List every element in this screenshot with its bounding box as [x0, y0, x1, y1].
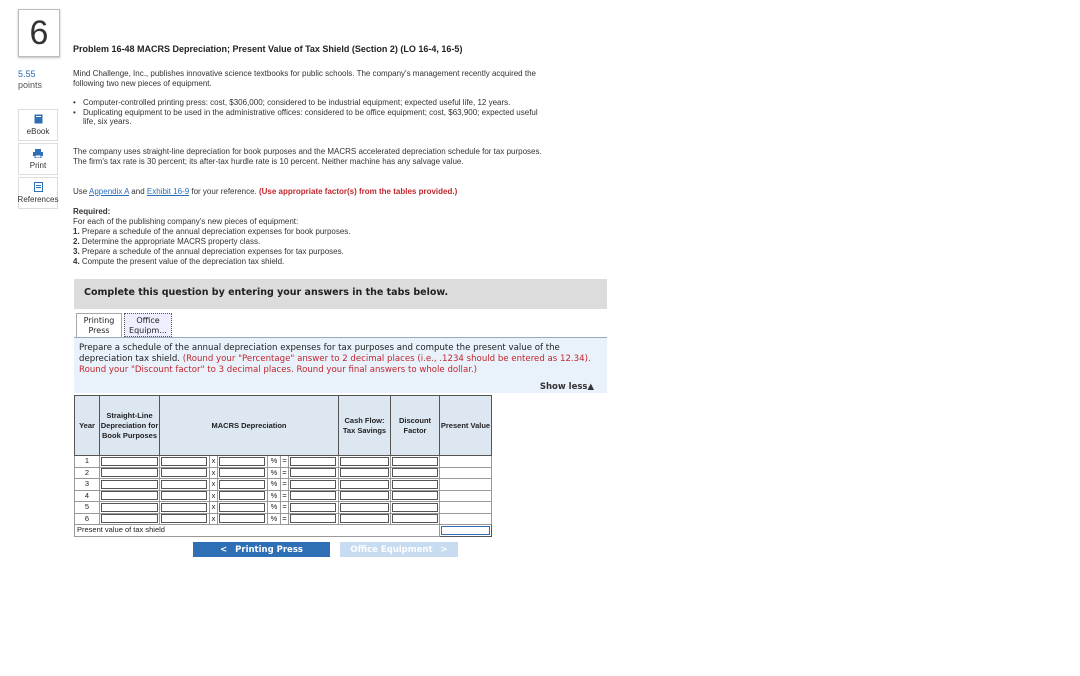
macrs-result-input[interactable] — [290, 491, 336, 500]
macrs-rate-input[interactable] — [219, 514, 265, 523]
use-suffix: for your reference. — [191, 187, 257, 196]
references-button[interactable] — [18, 177, 58, 209]
table-row — [75, 490, 492, 502]
macrs-rate-input[interactable] — [219, 503, 265, 512]
macrs-result-input[interactable] — [290, 514, 336, 523]
points-value: 5.55 — [18, 69, 36, 79]
header-present-value: Present Value — [440, 396, 492, 456]
percent-sign: % — [268, 456, 281, 468]
macrs-base-input[interactable] — [161, 457, 207, 466]
macrs-rate-input[interactable] — [219, 468, 265, 477]
question-number: 6 — [18, 9, 60, 57]
rounding-note: (Round your "Percentage" answer to 2 decimal places (i.e., .1234 should be entered as 12.34). Round your "Discount factor" to 3 decimal places. Round your final answers to whole dollar.) — [79, 354, 591, 375]
straight-line-input[interactable] — [101, 468, 158, 477]
cash-flow-input[interactable] — [340, 491, 389, 500]
present-value-cell — [440, 502, 492, 514]
discount-factor-input[interactable] — [392, 491, 438, 500]
points-label: points — [18, 80, 43, 90]
discount-factor-input[interactable] — [392, 514, 438, 523]
required-text: Determine the appropriate MACRS property class. — [81, 237, 261, 246]
table-row — [75, 513, 492, 525]
header-year: Year — [75, 396, 100, 456]
times-sign: x — [210, 490, 218, 502]
required-item — [73, 227, 351, 237]
percent-sign: % — [268, 502, 281, 514]
prev-tab-button[interactable] — [193, 542, 330, 557]
macrs-base-input[interactable] — [161, 503, 207, 512]
table-row — [75, 479, 492, 491]
tab-office-equipment[interactable] — [124, 313, 172, 337]
year-cell: 2 — [75, 467, 100, 479]
header-macrs: MACRS Depreciation — [160, 396, 339, 456]
required-text: Compute the present value of the depreciation tax shield. — [81, 257, 285, 266]
prev-label: Printing Press — [235, 544, 303, 555]
straight-line-input[interactable] — [101, 514, 158, 523]
present-value-cell — [440, 490, 492, 502]
equals-sign: = — [282, 456, 287, 466]
list-item: • Duplicating equipment to be used in the administrative offices: considered to be office equipment; cost, $63,900; expected useful life, six years. — [73, 108, 543, 127]
header-discount: Discount Factor — [391, 396, 440, 456]
tab-printing-press[interactable] — [76, 313, 122, 337]
next-label: Office Equipment — [350, 544, 433, 555]
table-row — [75, 456, 492, 468]
required-num: 2. — [73, 237, 80, 246]
book-icon — [34, 114, 43, 124]
straight-line-input[interactable] — [101, 457, 158, 466]
times-sign: x — [210, 502, 218, 514]
present-value-cell — [440, 513, 492, 525]
problem-title: Problem 16-48 MACRS Depreciation; Present Value of Tax Shield (Section 2) (LO 16-4, 16-5) — [73, 44, 463, 54]
use-prefix: Use — [73, 187, 88, 196]
equipment-list — [73, 98, 543, 127]
cash-flow-input[interactable] — [340, 514, 389, 523]
percent-sign: % — [268, 513, 281, 525]
answer-tabs — [76, 313, 172, 337]
required-lead: For each of the publishing company's new pieces of equipment: — [73, 217, 299, 226]
footer-label: Present value of tax shield — [75, 525, 440, 537]
complete-banner — [74, 279, 607, 309]
macrs-result-input[interactable] — [290, 457, 336, 466]
macrs-rate-input[interactable] — [219, 491, 265, 500]
equals-sign: = — [282, 467, 287, 477]
document-icon — [34, 182, 43, 192]
appendix-link[interactable]: Appendix A — [89, 187, 130, 196]
times-sign: x — [210, 513, 218, 525]
ebook-button[interactable] — [18, 109, 58, 141]
header-straight-line: Straight-Line Depreciation for Book Purposes — [100, 396, 160, 456]
table-row — [75, 467, 492, 479]
print-button[interactable] — [18, 143, 58, 175]
macrs-result-input[interactable] — [290, 480, 336, 489]
year-cell: 5 — [75, 502, 100, 514]
required-num: 4. — [73, 257, 80, 266]
straight-line-input[interactable] — [101, 503, 158, 512]
tab-label: Printing — [83, 316, 115, 325]
cash-flow-input[interactable] — [340, 503, 389, 512]
discount-factor-input[interactable] — [392, 480, 438, 489]
straight-line-input[interactable] — [101, 491, 158, 500]
macrs-result-input[interactable] — [290, 503, 336, 512]
required-num: 1. — [73, 227, 80, 236]
instructions-panel — [74, 337, 607, 393]
tab-label: Office — [136, 316, 160, 325]
discount-factor-input[interactable] — [392, 457, 438, 466]
policy-paragraph: The company uses straight-line depreciation for book purposes and the MACRS accelerated depreciation schedule for tax purposes. The firm's tax rate is 30 percent; its after-tax hurdle rate is 10 percent. Neither machine has any salvage value. — [73, 147, 542, 166]
equals-sign: = — [282, 513, 287, 523]
required-item — [73, 257, 351, 267]
required-num: 3. — [73, 247, 80, 256]
next-tab-button[interactable] — [340, 542, 458, 557]
times-sign: x — [210, 479, 218, 491]
discount-factor-input[interactable] — [392, 503, 438, 512]
tab-label: Equipm... — [129, 326, 167, 335]
required-item — [73, 247, 351, 257]
straight-line-input[interactable] — [101, 480, 158, 489]
printer-icon — [33, 149, 43, 158]
list-item: • Computer-controlled printing press: cost, $306,000; considered to be industrial equipment; expected useful life, 12 years. — [73, 98, 543, 108]
reference-line — [73, 187, 543, 197]
present-value-cell — [440, 479, 492, 491]
banner-text: Complete this question by entering your answers in the tabs below. — [84, 287, 449, 298]
year-cell: 4 — [75, 490, 100, 502]
required-section — [73, 207, 351, 267]
instructions-text: Prepare a schedule of the annual depreciation expenses for tax purposes and compute the present value of the depreciation tax shield. — [79, 343, 560, 364]
print-label: Print — [29, 160, 47, 170]
times-sign: x — [210, 467, 218, 479]
intro-paragraph: Mind Challenge, Inc., publishes innovative science textbooks for public schools. The company's management recently acquired the following two new pieces of equipment. — [73, 69, 536, 88]
macrs-base-input[interactable] — [161, 491, 207, 500]
equals-sign: = — [282, 502, 287, 512]
exhibit-link[interactable]: Exhibit 16-9 — [146, 187, 190, 196]
points-block — [18, 69, 42, 91]
macrs-base-input[interactable] — [161, 514, 207, 523]
chevron-right-icon: > — [440, 544, 448, 555]
macrs-result-input[interactable] — [290, 468, 336, 477]
present-value-cell — [440, 467, 492, 479]
depreciation-table — [74, 395, 492, 537]
year-cell: 1 — [75, 456, 100, 468]
macrs-rate-input[interactable] — [219, 457, 265, 466]
header-cash-flow: Cash Flow: Tax Savings — [339, 396, 391, 456]
year-cell: 3 — [75, 479, 100, 491]
cash-flow-input[interactable] — [340, 480, 389, 489]
macrs-base-input[interactable] — [161, 468, 207, 477]
macrs-rate-input[interactable] — [219, 480, 265, 489]
times-sign: x — [210, 456, 218, 468]
chevron-left-icon: < — [220, 544, 228, 555]
ebook-label: eBook — [26, 127, 50, 136]
equals-sign: = — [282, 479, 287, 489]
required-text: Prepare a schedule of the annual depreciation expenses for tax purposes. — [81, 247, 344, 256]
references-label: References — [17, 195, 59, 204]
show-less-toggle[interactable]: Show less▲ — [539, 382, 594, 392]
table-row — [75, 502, 492, 514]
present-value-cell — [440, 456, 492, 468]
required-item — [73, 237, 351, 247]
discount-factor-input[interactable] — [392, 468, 438, 477]
use-note: (Use appropriate factor(s) from the tables provided.) — [258, 187, 458, 196]
percent-sign: % — [268, 467, 281, 479]
required-text: Prepare a schedule of the annual depreciation expenses for book purposes. — [81, 227, 351, 236]
cash-flow-input[interactable] — [340, 468, 389, 477]
tab-label: Press — [88, 326, 110, 335]
use-and: and — [131, 187, 145, 196]
year-cell: 6 — [75, 513, 100, 525]
macrs-base-input[interactable] — [161, 480, 207, 489]
required-heading: Required: — [73, 207, 111, 216]
cash-flow-input[interactable] — [340, 457, 389, 466]
pv-total-input[interactable] — [441, 526, 490, 535]
equals-sign: = — [282, 490, 287, 500]
percent-sign: % — [268, 490, 281, 502]
percent-sign: % — [268, 479, 281, 491]
